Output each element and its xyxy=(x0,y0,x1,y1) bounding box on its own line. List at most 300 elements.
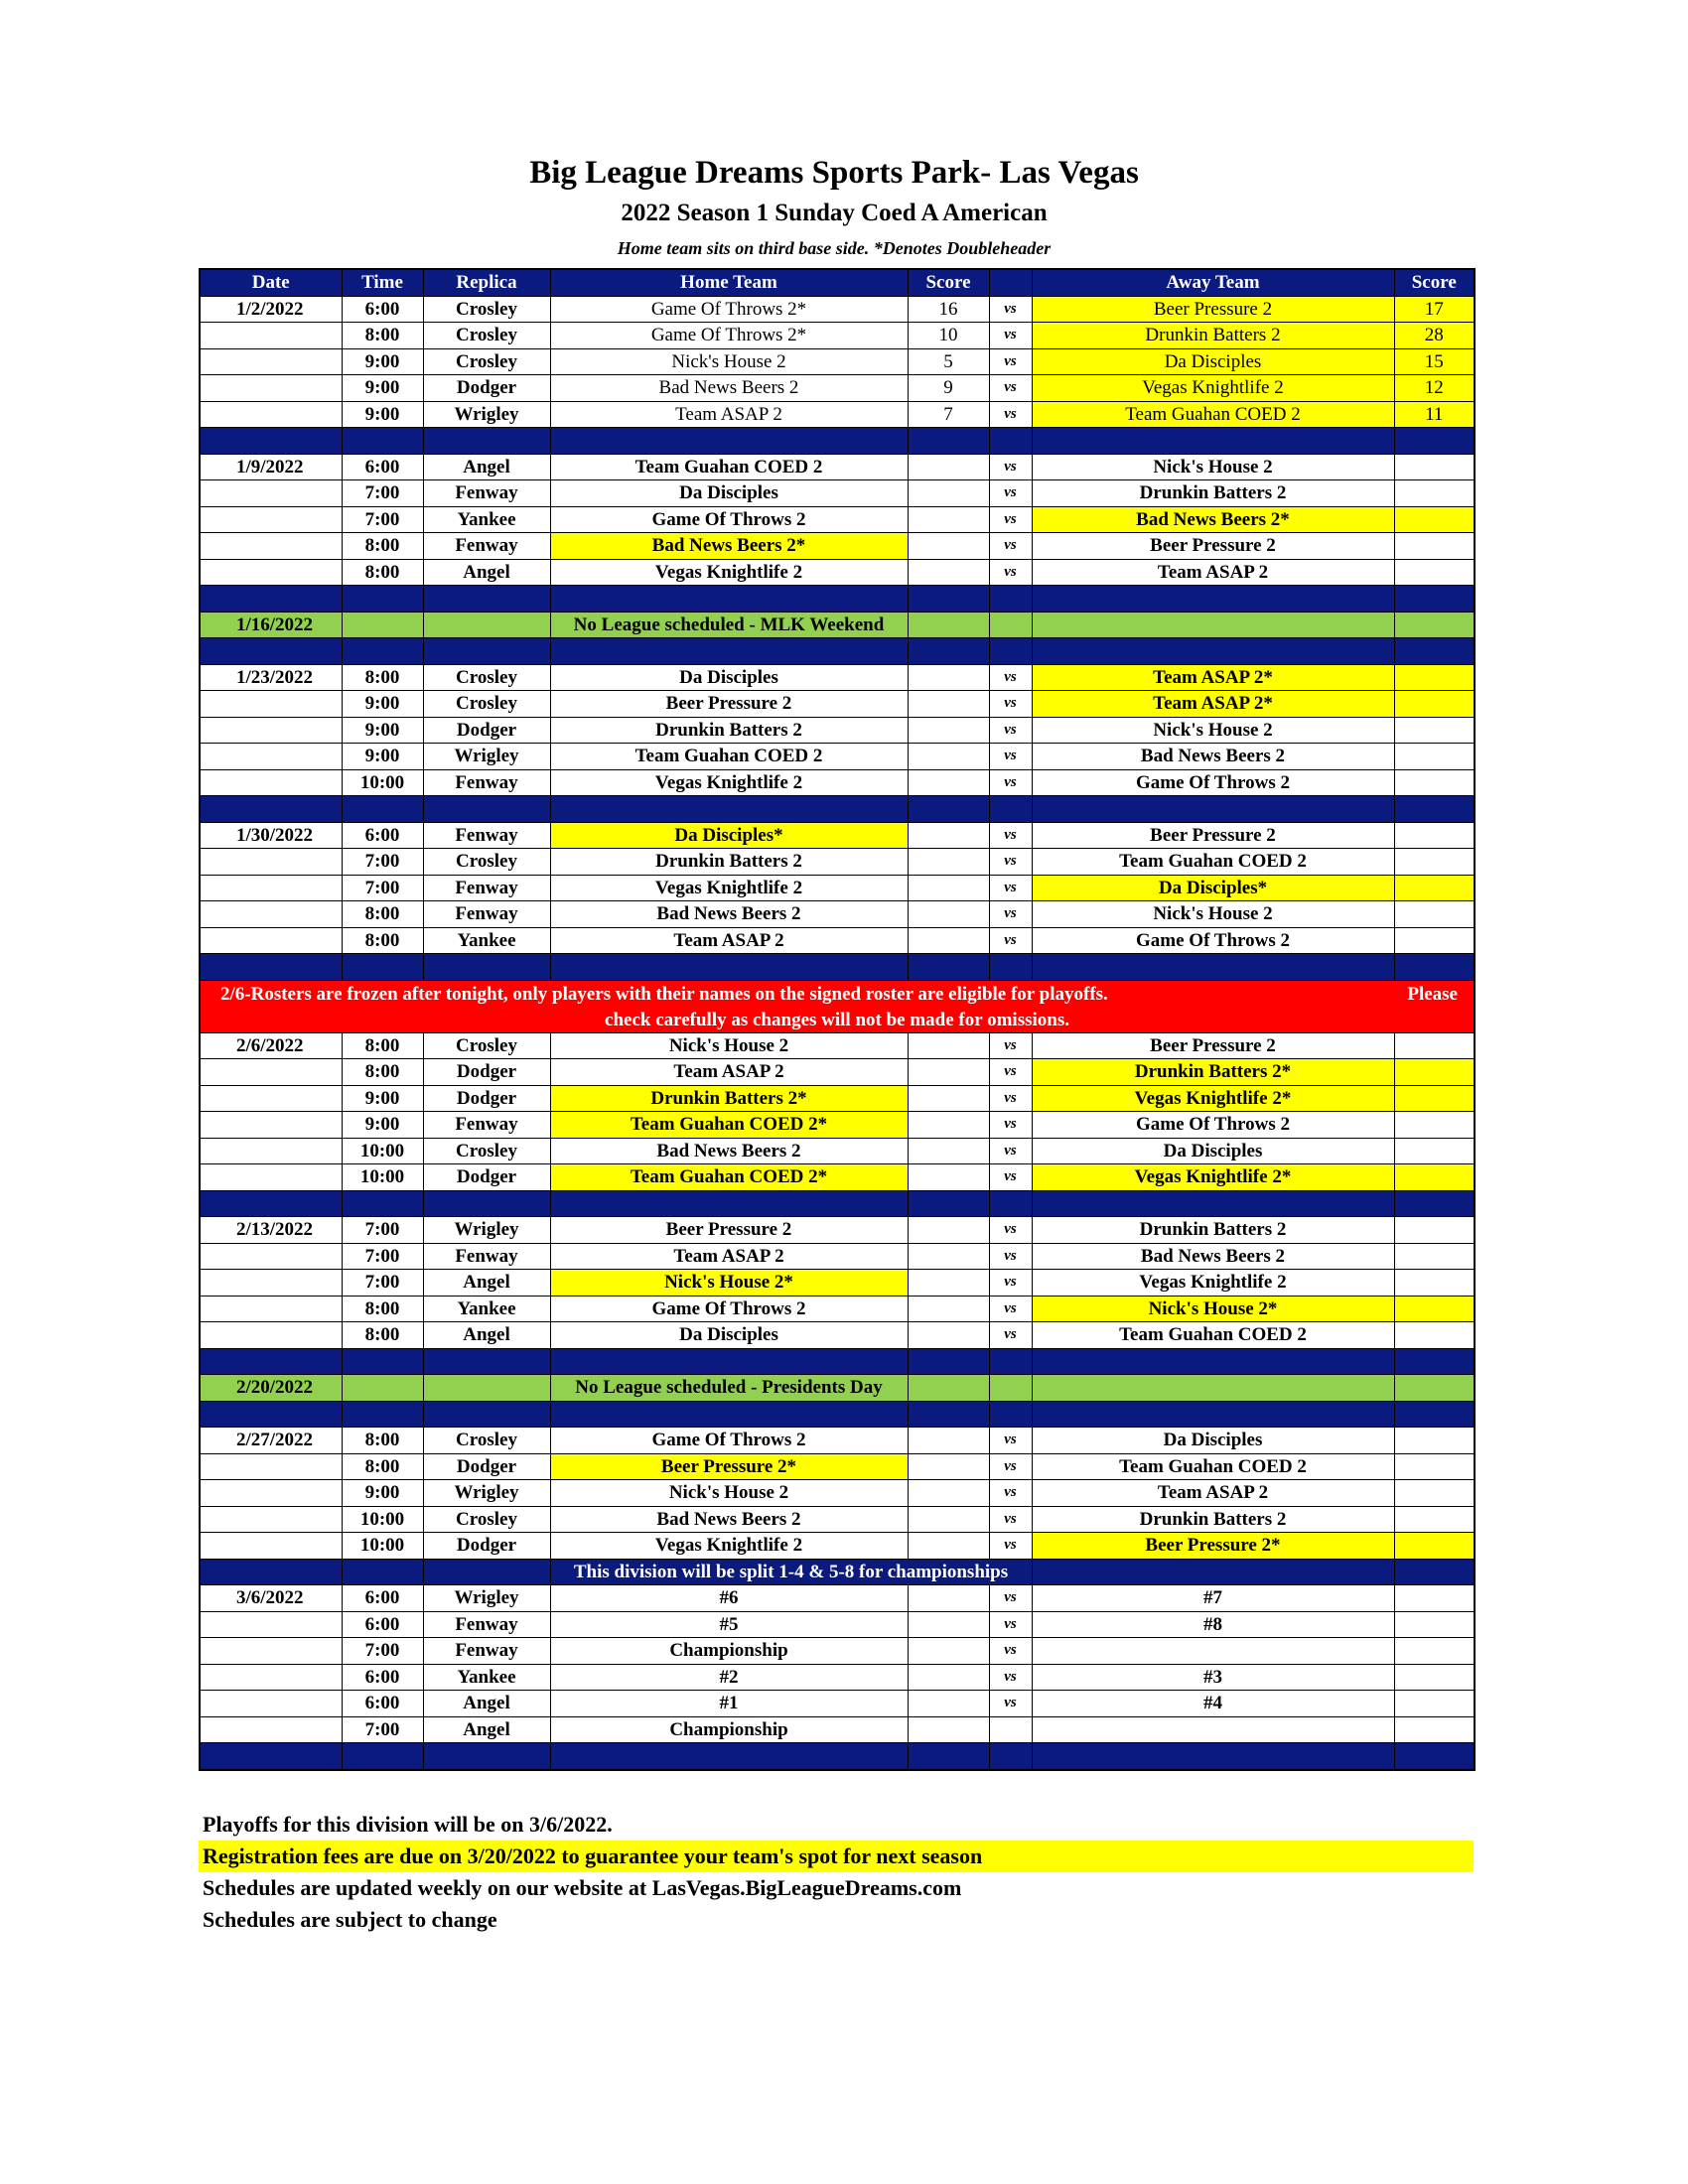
away-score-cell xyxy=(1394,1638,1475,1665)
separator-cell xyxy=(423,1190,550,1217)
home-team-cell: Beer Pressure 2* xyxy=(550,1453,908,1480)
home-team-cell: Team ASAP 2 xyxy=(550,1243,908,1270)
home-score-cell xyxy=(908,1032,989,1059)
home-team-cell: Drunkin Batters 2* xyxy=(550,1085,908,1112)
date-cell xyxy=(200,691,342,718)
time-cell xyxy=(342,612,423,638)
game-row xyxy=(200,1164,1475,1191)
home-score-cell xyxy=(908,1164,989,1191)
date-cell xyxy=(200,849,342,876)
home-score-cell xyxy=(908,1506,989,1533)
home-score-cell xyxy=(908,454,989,480)
game-row xyxy=(200,1322,1475,1349)
away-team-cell: Bad News Beers 2* xyxy=(1032,506,1394,533)
time-cell xyxy=(342,1375,423,1402)
vs-cell: vs xyxy=(989,1611,1032,1638)
home-team-cell: Drunkin Batters 2 xyxy=(550,717,908,744)
game-row xyxy=(200,1217,1475,1244)
game-row xyxy=(200,296,1475,323)
separator-cell xyxy=(342,1348,423,1375)
away-score-cell xyxy=(1394,1480,1475,1507)
separator-cell xyxy=(989,954,1032,981)
roster-freeze-cell xyxy=(200,980,1475,1032)
separator-cell xyxy=(989,428,1032,455)
time-cell: 9:00 xyxy=(342,375,423,402)
col-date: Date xyxy=(200,269,342,296)
away-score-cell xyxy=(1394,612,1475,638)
date-cell xyxy=(200,1480,342,1507)
separator-cell xyxy=(989,586,1032,613)
separator-cell xyxy=(423,954,550,981)
away-team-cell: Team ASAP 2 xyxy=(1032,559,1394,586)
away-score-cell xyxy=(1394,533,1475,560)
replica-cell: Fenway xyxy=(423,1638,550,1665)
game-row xyxy=(200,769,1475,796)
vs-cell xyxy=(989,612,1032,638)
separator-cell xyxy=(908,638,989,665)
date-cell: 1/16/2022 xyxy=(200,612,342,638)
time-cell: 7:00 xyxy=(342,480,423,507)
no-league-text: No League scheduled - MLK Weekend xyxy=(550,612,908,638)
registration-note: Registration fees are due on 3/20/2022 to guarantee your team's spot for next season xyxy=(199,1841,1474,1872)
time-cell: 9:00 xyxy=(342,401,423,428)
col-away-team: Away Team xyxy=(1032,269,1394,296)
home-team-cell: Team Guahan COED 2* xyxy=(550,1112,908,1139)
away-team-cell: Team ASAP 2* xyxy=(1032,691,1394,718)
home-score-cell xyxy=(908,533,989,560)
away-team-cell: Nick's House 2 xyxy=(1032,717,1394,744)
replica-cell xyxy=(423,1375,550,1402)
separator-row xyxy=(200,1190,1475,1217)
date-cell: 2/13/2022 xyxy=(200,1217,342,1244)
time-cell: 6:00 xyxy=(342,1611,423,1638)
away-score-cell xyxy=(1394,691,1475,718)
vs-cell: vs xyxy=(989,1480,1032,1507)
away-team-cell: #8 xyxy=(1032,1611,1394,1638)
separator-cell xyxy=(423,1743,550,1770)
separator-cell xyxy=(200,1401,342,1428)
separator-row xyxy=(200,638,1475,665)
replica-cell: Angel xyxy=(423,559,550,586)
away-score-cell xyxy=(1394,1059,1475,1086)
vs-cell: vs xyxy=(989,480,1032,507)
away-team-cell: Nick's House 2 xyxy=(1032,901,1394,928)
banner-cell xyxy=(1032,1559,1394,1585)
time-cell: 8:00 xyxy=(342,1059,423,1086)
date-cell xyxy=(200,901,342,928)
separator-cell xyxy=(200,638,342,665)
game-row xyxy=(200,1611,1475,1638)
game-row xyxy=(200,717,1475,744)
home-score-cell xyxy=(908,1638,989,1665)
game-row xyxy=(200,506,1475,533)
time-cell: 9:00 xyxy=(342,1112,423,1139)
away-team-cell: Vegas Knightlife 2* xyxy=(1032,1164,1394,1191)
home-score-cell xyxy=(908,1270,989,1297)
game-row xyxy=(200,1664,1475,1691)
home-score-cell xyxy=(908,1453,989,1480)
away-team-cell: Vegas Knightlife 2 xyxy=(1032,375,1394,402)
replica-cell: Crosley xyxy=(423,664,550,691)
away-team-cell: Team Guahan COED 2 xyxy=(1032,849,1394,876)
vs-cell: vs xyxy=(989,1428,1032,1454)
away-team-cell: #4 xyxy=(1032,1691,1394,1717)
date-cell xyxy=(200,559,342,586)
separator-cell xyxy=(423,1348,550,1375)
time-cell: 10:00 xyxy=(342,1533,423,1560)
home-score-cell xyxy=(908,1664,989,1691)
away-team-cell: Team Guahan COED 2 xyxy=(1032,1453,1394,1480)
home-team-cell: Team Guahan COED 2 xyxy=(550,744,908,770)
game-row xyxy=(200,480,1475,507)
vs-cell: vs xyxy=(989,1585,1032,1612)
replica-cell: Crosley xyxy=(423,323,550,349)
date-cell xyxy=(200,1138,342,1164)
roster-freeze-line1: 2/6-Rosters are frozen after tonight, only players with their names on the signed roster are eligible for playoffs. xyxy=(220,983,1108,1005)
game-row xyxy=(200,691,1475,718)
time-cell: 6:00 xyxy=(342,1585,423,1612)
replica-cell: Yankee xyxy=(423,927,550,954)
time-cell: 7:00 xyxy=(342,1270,423,1297)
separator-cell xyxy=(550,1401,908,1428)
away-score-cell xyxy=(1394,1664,1475,1691)
separator-cell xyxy=(1394,586,1475,613)
away-team-cell: Nick's House 2 xyxy=(1032,454,1394,480)
home-score-cell: 9 xyxy=(908,375,989,402)
date-cell xyxy=(200,769,342,796)
no-league-row xyxy=(200,1375,1475,1402)
date-cell xyxy=(200,1270,342,1297)
replica-cell: Angel xyxy=(423,1716,550,1743)
change-note: Schedules are subject to change xyxy=(203,1907,497,1932)
home-score-cell xyxy=(908,506,989,533)
away-score-cell xyxy=(1394,1270,1475,1297)
separator-cell xyxy=(200,428,342,455)
away-score-cell xyxy=(1394,559,1475,586)
vs-cell: vs xyxy=(989,1533,1032,1560)
away-score-cell xyxy=(1394,1716,1475,1743)
home-score-cell xyxy=(908,927,989,954)
home-score-cell xyxy=(908,1691,989,1717)
game-row xyxy=(200,323,1475,349)
home-team-cell: Vegas Knightlife 2 xyxy=(550,875,908,901)
date-cell xyxy=(200,1085,342,1112)
away-score-cell xyxy=(1394,875,1475,901)
away-team-cell: Game Of Throws 2 xyxy=(1032,1112,1394,1139)
roster-freeze-notice xyxy=(203,981,1472,1032)
vs-cell: vs xyxy=(989,1638,1032,1665)
time-cell: 8:00 xyxy=(342,1322,423,1349)
home-team-cell: Vegas Knightlife 2 xyxy=(550,769,908,796)
date-cell xyxy=(200,1638,342,1665)
vs-cell: vs xyxy=(989,559,1032,586)
away-team-cell: Team Guahan COED 2 xyxy=(1032,1322,1394,1349)
time-cell: 6:00 xyxy=(342,1691,423,1717)
date-cell xyxy=(200,1164,342,1191)
home-score-cell xyxy=(908,1585,989,1612)
away-score-cell: 15 xyxy=(1394,348,1475,375)
game-row xyxy=(200,1243,1475,1270)
championship-banner-text: This division will be split 1-4 & 5-8 for championships xyxy=(550,1559,1032,1585)
vs-cell: vs xyxy=(989,927,1032,954)
game-row xyxy=(200,401,1475,428)
separator-cell xyxy=(423,796,550,823)
game-row xyxy=(200,901,1475,928)
time-cell: 7:00 xyxy=(342,1243,423,1270)
page-subtitle: 2022 Season 1 Sunday Coed A American xyxy=(621,200,1048,226)
separator-cell xyxy=(1032,954,1394,981)
header-note: Home team sits on third base side. *Denotes Doubleheader xyxy=(617,238,1052,258)
replica-cell: Angel xyxy=(423,1270,550,1297)
separator-cell xyxy=(1394,1190,1475,1217)
away-team-cell: Team ASAP 2* xyxy=(1032,664,1394,691)
vs-cell xyxy=(989,1716,1032,1743)
away-team-cell: Beer Pressure 2 xyxy=(1032,1032,1394,1059)
game-row xyxy=(200,1585,1475,1612)
vs-cell: vs xyxy=(989,506,1032,533)
home-score-cell xyxy=(908,691,989,718)
separator-cell xyxy=(908,1401,989,1428)
separator-cell xyxy=(1032,796,1394,823)
schedule-table xyxy=(199,268,1476,1771)
separator-row xyxy=(200,954,1475,981)
separator-cell xyxy=(200,1743,342,1770)
date-cell xyxy=(200,1506,342,1533)
separator-cell xyxy=(342,1743,423,1770)
separator-row xyxy=(200,796,1475,823)
home-score-cell: 10 xyxy=(908,323,989,349)
separator-cell xyxy=(989,1743,1032,1770)
home-team-cell: #5 xyxy=(550,1611,908,1638)
replica-cell: Yankee xyxy=(423,1296,550,1322)
time-cell: 10:00 xyxy=(342,1138,423,1164)
time-cell: 7:00 xyxy=(342,1217,423,1244)
separator-cell xyxy=(989,638,1032,665)
away-score-cell xyxy=(1394,849,1475,876)
away-score-cell xyxy=(1394,1585,1475,1612)
replica-cell: Dodger xyxy=(423,1164,550,1191)
replica-cell: Yankee xyxy=(423,1664,550,1691)
separator-cell xyxy=(908,1190,989,1217)
date-cell xyxy=(200,1243,342,1270)
date-cell xyxy=(200,480,342,507)
roster-freeze-line2: check carefully as changes will not be made for omissions. xyxy=(605,1009,1069,1030)
date-cell xyxy=(200,717,342,744)
time-cell: 8:00 xyxy=(342,533,423,560)
home-score-cell xyxy=(908,559,989,586)
away-score-cell: 17 xyxy=(1394,296,1475,323)
away-team-cell: Drunkin Batters 2 xyxy=(1032,480,1394,507)
home-score-cell xyxy=(908,875,989,901)
vs-cell: vs xyxy=(989,691,1032,718)
replica-cell: Crosley xyxy=(423,1506,550,1533)
replica-cell: Crosley xyxy=(423,296,550,323)
replica-cell: Fenway xyxy=(423,875,550,901)
schedule-body xyxy=(200,296,1475,1770)
vs-cell: vs xyxy=(989,769,1032,796)
vs-cell: vs xyxy=(989,1164,1032,1191)
date-cell: 1/30/2022 xyxy=(200,822,342,849)
home-score-cell xyxy=(908,1322,989,1349)
home-team-cell: Da Disciples xyxy=(550,664,908,691)
away-score-cell xyxy=(1394,1375,1475,1402)
game-row xyxy=(200,1428,1475,1454)
home-team-cell: Da Disciples xyxy=(550,1322,908,1349)
home-score-cell xyxy=(908,1085,989,1112)
separator-cell xyxy=(342,1401,423,1428)
separator-cell xyxy=(200,796,342,823)
home-score-cell xyxy=(908,1716,989,1743)
vs-cell: vs xyxy=(989,849,1032,876)
time-cell: 9:00 xyxy=(342,1480,423,1507)
home-team-cell: Nick's House 2 xyxy=(550,1480,908,1507)
date-cell xyxy=(200,348,342,375)
date-cell xyxy=(200,401,342,428)
home-team-cell: Bad News Beers 2* xyxy=(550,533,908,560)
game-row xyxy=(200,1453,1475,1480)
time-cell: 9:00 xyxy=(342,1085,423,1112)
replica-cell: Angel xyxy=(423,1691,550,1717)
date-cell xyxy=(200,1611,342,1638)
home-team-cell: Championship xyxy=(550,1638,908,1665)
home-score-cell xyxy=(908,1112,989,1139)
separator-cell xyxy=(550,1190,908,1217)
separator-cell xyxy=(1394,1401,1475,1428)
separator-row xyxy=(200,1348,1475,1375)
vs-cell: vs xyxy=(989,664,1032,691)
replica-cell: Dodger xyxy=(423,1059,550,1086)
separator-cell xyxy=(200,1348,342,1375)
separator-cell xyxy=(1394,428,1475,455)
time-cell: 7:00 xyxy=(342,875,423,901)
vs-cell: vs xyxy=(989,1112,1032,1139)
away-team-cell: #3 xyxy=(1032,1664,1394,1691)
time-cell: 6:00 xyxy=(342,1664,423,1691)
away-team-cell: Beer Pressure 2 xyxy=(1032,296,1394,323)
date-cell xyxy=(200,375,342,402)
separator-cell xyxy=(423,428,550,455)
separator-cell xyxy=(1032,586,1394,613)
separator-cell xyxy=(342,796,423,823)
home-score-cell xyxy=(908,1217,989,1244)
home-score-cell xyxy=(908,769,989,796)
separator-cell xyxy=(550,586,908,613)
away-team-cell: Vegas Knightlife 2 xyxy=(1032,1270,1394,1297)
vs-cell: vs xyxy=(989,1138,1032,1164)
replica-cell: Fenway xyxy=(423,480,550,507)
home-team-cell: Game Of Throws 2 xyxy=(550,506,908,533)
col-home-team: Home Team xyxy=(550,269,908,296)
separator-cell xyxy=(200,586,342,613)
separator-cell xyxy=(989,796,1032,823)
separator-cell xyxy=(1394,796,1475,823)
replica-cell: Dodger xyxy=(423,717,550,744)
separator-cell xyxy=(908,1348,989,1375)
separator-cell xyxy=(342,954,423,981)
time-cell: 8:00 xyxy=(342,1032,423,1059)
away-team-cell: Beer Pressure 2* xyxy=(1032,1533,1394,1560)
time-cell: 8:00 xyxy=(342,664,423,691)
game-row xyxy=(200,927,1475,954)
separator-cell xyxy=(1394,1348,1475,1375)
replica-cell: Wrigley xyxy=(423,1217,550,1244)
date-cell xyxy=(200,323,342,349)
away-team-cell: Da Disciples xyxy=(1032,1138,1394,1164)
vs-cell: vs xyxy=(989,454,1032,480)
separator-cell xyxy=(342,1190,423,1217)
time-cell: 8:00 xyxy=(342,323,423,349)
game-row xyxy=(200,1270,1475,1297)
home-score-cell xyxy=(908,480,989,507)
home-team-cell: Team Guahan COED 2 xyxy=(550,454,908,480)
separator-cell xyxy=(1032,638,1394,665)
col-home-score: Score xyxy=(908,269,989,296)
replica-cell: Yankee xyxy=(423,506,550,533)
home-score-cell xyxy=(908,1375,989,1402)
separator-cell xyxy=(550,428,908,455)
away-team-cell: Game Of Throws 2 xyxy=(1032,927,1394,954)
away-score-cell xyxy=(1394,769,1475,796)
replica-cell: Crosley xyxy=(423,1032,550,1059)
away-team-cell: Team ASAP 2 xyxy=(1032,1480,1394,1507)
replica-cell: Wrigley xyxy=(423,744,550,770)
time-cell: 8:00 xyxy=(342,1453,423,1480)
banner-cell xyxy=(342,1559,423,1585)
home-score-cell xyxy=(908,717,989,744)
game-row xyxy=(200,744,1475,770)
home-team-cell: Bad News Beers 2 xyxy=(550,1138,908,1164)
game-row xyxy=(200,1032,1475,1059)
no-league-text: No League scheduled - Presidents Day xyxy=(550,1375,908,1402)
away-score-cell: 28 xyxy=(1394,323,1475,349)
date-cell: 1/9/2022 xyxy=(200,454,342,480)
home-score-cell xyxy=(908,612,989,638)
time-cell: 7:00 xyxy=(342,1638,423,1665)
away-score-cell xyxy=(1394,744,1475,770)
vs-cell: vs xyxy=(989,1691,1032,1717)
date-cell xyxy=(200,875,342,901)
date-cell xyxy=(200,1453,342,1480)
replica-cell: Crosley xyxy=(423,348,550,375)
replica-cell: Wrigley xyxy=(423,1585,550,1612)
game-row xyxy=(200,1296,1475,1322)
separator-row xyxy=(200,1401,1475,1428)
separator-cell xyxy=(908,586,989,613)
home-team-cell: #2 xyxy=(550,1664,908,1691)
home-team-cell: Beer Pressure 2 xyxy=(550,691,908,718)
game-row xyxy=(200,664,1475,691)
away-score-cell xyxy=(1394,1322,1475,1349)
home-team-cell: #6 xyxy=(550,1585,908,1612)
replica-cell: Fenway xyxy=(423,1243,550,1270)
date-cell xyxy=(200,1716,342,1743)
separator-cell xyxy=(1032,1348,1394,1375)
home-team-cell: #1 xyxy=(550,1691,908,1717)
date-cell: 2/27/2022 xyxy=(200,1428,342,1454)
time-cell: 8:00 xyxy=(342,901,423,928)
vs-cell: vs xyxy=(989,1059,1032,1086)
home-score-cell xyxy=(908,1611,989,1638)
date-cell xyxy=(200,533,342,560)
separator-cell xyxy=(200,954,342,981)
home-team-cell: Vegas Knightlife 2 xyxy=(550,1533,908,1560)
vs-cell: vs xyxy=(989,1506,1032,1533)
home-score-cell xyxy=(908,849,989,876)
roster-freeze-row xyxy=(200,980,1475,1032)
vs-cell: vs xyxy=(989,1664,1032,1691)
separator-cell xyxy=(908,954,989,981)
game-row xyxy=(200,1716,1475,1743)
